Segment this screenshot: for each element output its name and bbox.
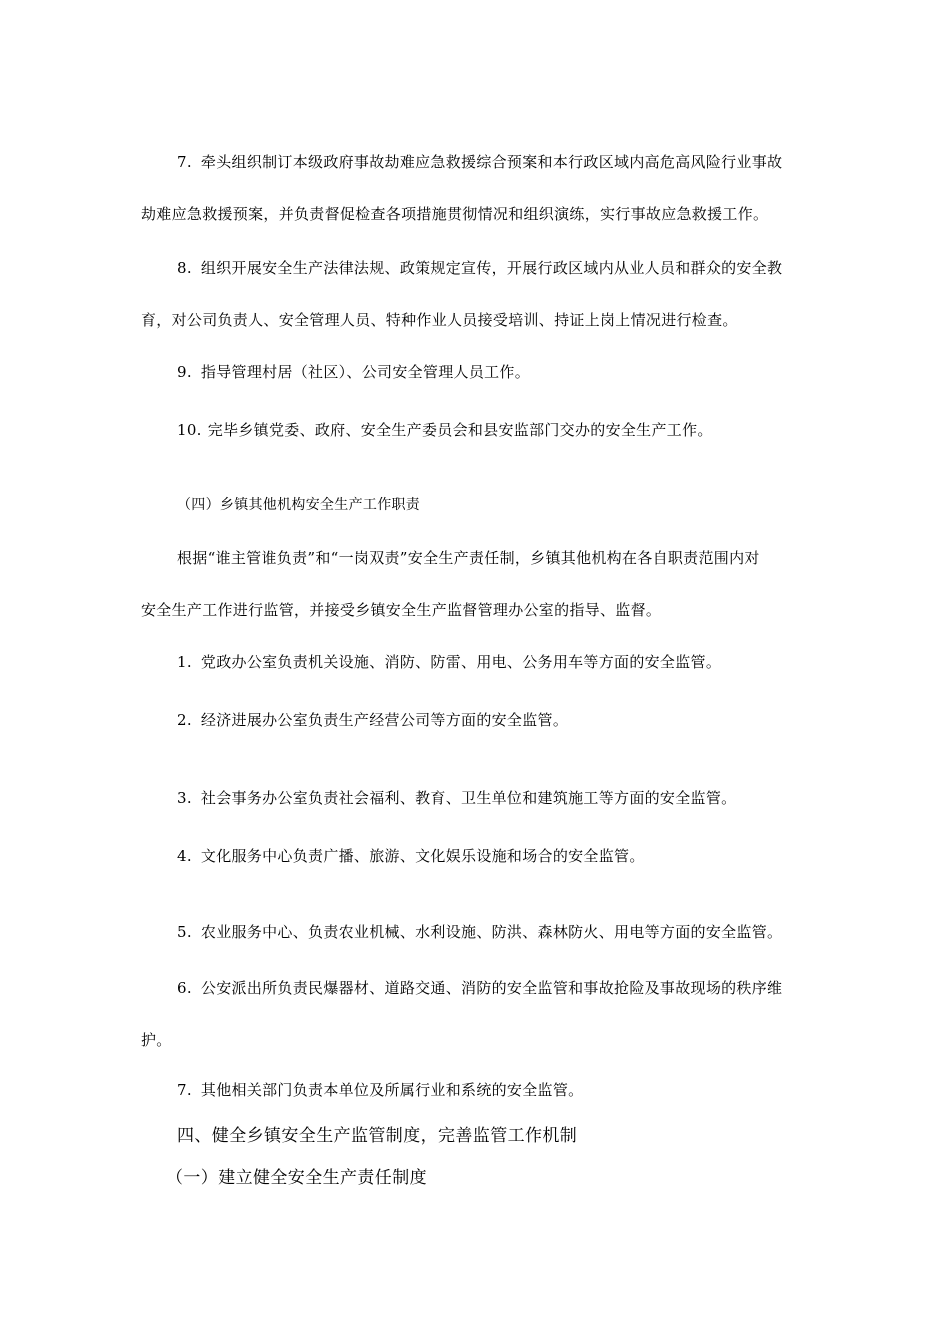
paragraph-text: 指导管理村居（社区）、公司安全管理人员工作。 — [200, 363, 531, 381]
paragraph-10 — [177, 420, 713, 440]
list-item-6-line1 — [177, 978, 782, 998]
list-item-text: 农业服务中心、负责农业机械、水利设施、防洪、森林防火、用电等方面的安全监管。 — [200, 923, 783, 941]
list-item-5 — [177, 922, 782, 942]
list-item-text: 经济进展办公室负责生产经营公司等方面的安全监管。 — [200, 711, 569, 729]
item-number: 9. — [177, 363, 192, 381]
list-item-text: 其他相关部门负责本单位及所属行业和系统的安全监管。 — [200, 1081, 584, 1099]
paragraph-text: 完毕乡镇党委、政府、安全生产委员会和县安监部门交办的安全生产工作。 — [207, 421, 713, 439]
item-number: 7. — [177, 153, 192, 171]
list-item-4 — [177, 846, 645, 866]
item-number: 3. — [177, 789, 192, 807]
section-title: （四）乡镇其他机构安全生产工作职责 — [177, 497, 421, 513]
paragraph-9 — [177, 362, 530, 382]
item-number: 1. — [177, 653, 192, 671]
item-number: 8. — [177, 259, 192, 277]
paragraph-8-line2: 育，对公司负责人、安全管理人员、特种作业人员接受培训、持证上岗上情况进行检查。 — [141, 311, 738, 329]
chapter-heading: 四、健全乡镇安全生产监管制度，完善监管工作机制 — [177, 1126, 578, 1146]
section-intro-line2: 安全生产工作进行监管，并接受乡镇安全生产监督管理办公室的指导、监督。 — [141, 601, 662, 619]
list-item-6-line2: 护。 — [141, 1031, 172, 1049]
item-number: 5. — [177, 923, 192, 941]
list-item-text: 社会事务办公室负责社会福利、教育、卫生单位和建筑施工等方面的安全监管。 — [200, 789, 737, 807]
list-item-2 — [177, 710, 568, 730]
item-number: 2. — [177, 711, 192, 729]
paragraph-7-line1 — [177, 152, 782, 172]
list-item-text: 公安派出所负责民爆器材、道路交通、消防的安全监管和事故抢险及事故现场的秩序维 — [200, 979, 783, 997]
item-number: 6. — [177, 979, 192, 997]
list-item-1 — [177, 652, 721, 672]
list-item-text: 党政办公室负责机关设施、消防、防雷、用电、公务用车等方面的安全监管。 — [200, 653, 722, 671]
paragraph-7-line2: 劫难应急救援预案，并负责督促检查各项措施贯彻情况和组织演练，实行事故应急救援工作。 — [141, 205, 769, 223]
paragraph-text: 组织开展安全生产法律法规、政策规定宣传，开展行政区域内从业人员和群众的安全教 — [200, 259, 783, 277]
list-item-3 — [177, 788, 736, 808]
list-item-7 — [177, 1080, 583, 1100]
item-number: 10. — [177, 421, 202, 439]
paragraph-8-line1 — [177, 258, 782, 278]
paragraph-text: 牵头组织制订本级政府事故劫难应急救援综合预案和本行政区域内高危高风险行业事故 — [200, 153, 783, 171]
chapter-subheading: （一）建立健全安全生产责任制度 — [166, 1168, 427, 1188]
section-intro-line1: 根据“谁主管谁负责”和“一岗双责”安全生产责任制，乡镇其他机构在各自职责范围内对 — [177, 549, 760, 567]
list-item-text: 文化服务中心负责广播、旅游、文化娱乐设施和场合的安全监管。 — [200, 847, 645, 865]
item-number: 4. — [177, 847, 192, 865]
item-number: 7. — [177, 1081, 192, 1099]
